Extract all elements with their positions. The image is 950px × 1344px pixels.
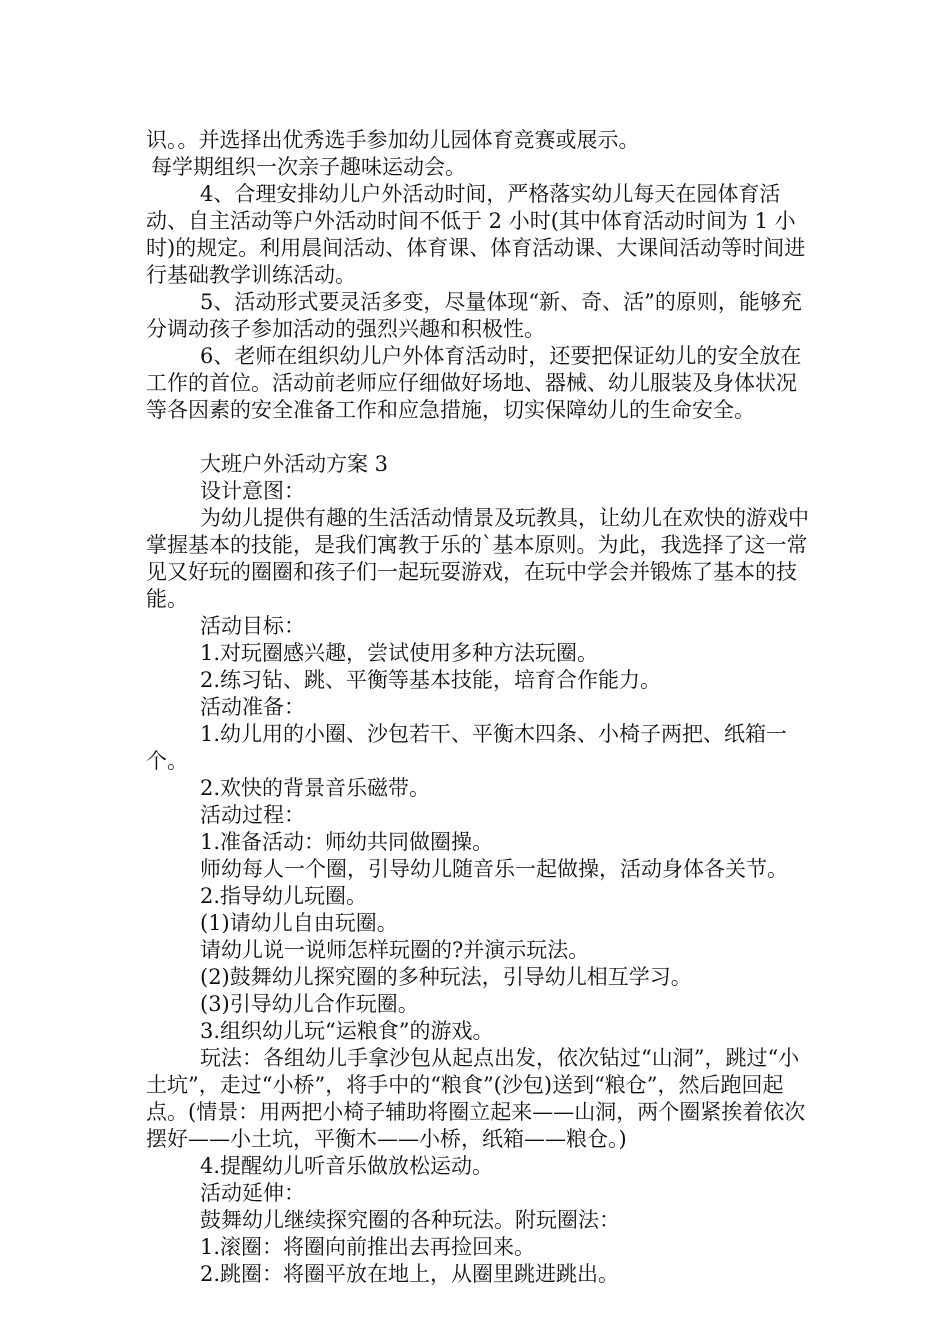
hoop-method-2: 2.跳圈：将圈平放在地上，从圈里跳进跳出。 [200, 1262, 620, 1286]
paragraph-item-5: 5、活动形式要灵活多变，尽量体现“新、奇、活”的原则，能够充分调动孩子参加活动的强烈兴趣和积极性。 [146, 290, 802, 341]
heading-preparation: 活动准备： [200, 695, 305, 719]
process-step-2-sub-1: (1)请幼儿自由玩圈。 [200, 911, 398, 935]
hoop-method-1: 1.滚圈：将圈向前推出去再捡回来。 [200, 1235, 536, 1259]
process-step-1-detail: 师幼每人一个圈，引导幼儿随音乐一起做操，活动身体各关节。 [200, 857, 788, 881]
paragraph-continuation: 识。。并选择出优秀选手参加幼儿园体育竞赛或展示。 [146, 128, 640, 152]
goal-item-1: 1.对玩圈感兴趣，尝试使用多种方法玩圈。 [200, 641, 599, 665]
process-step-2-sub-1-detail: 请幼儿说一说师怎样玩圈的?并演示玩法。 [200, 938, 590, 962]
paragraph-design-intent: 为幼儿提供有趣的生活活动情景及玩教具，让幼儿在欢快的游戏中掌握基本的技能，是我们寓教于乐的`基本原则。为此，我选择了这一常见又好玩的圈圈和孩子们一起玩耍游戏，在玩中学会并锻炼了基本的技能。 [146, 506, 809, 611]
process-step-4: 4.提醒幼儿听音乐做放松运动。 [200, 1154, 494, 1178]
process-step-2-sub-3: (3)引导幼儿合作玩圈。 [200, 992, 419, 1016]
paragraph-item-6: 6、老师在组织幼儿户外体育活动时，还要把保证幼儿的安全放在工作的首位。活动前老师应仔细做好场地、器械、幼儿服装及身体状况等各因素的安全准备工作和应急措施，切实保障幼儿的生命安全。 [146, 344, 802, 422]
process-step-3-rules: 玩法：各组幼儿手拿沙包从起点出发，依次钻过“山洞”，跳过“小土坑”，走过“小桥”，将手中的“粮食”(沙包)送到“粮仓”，然后跑回起点。(情景：用两把小椅子辅助将圈立起来——山洞，两个圈紧挨着依次摆好——小土坑，平衡木——小桥，纸箱——粮仓。) [146, 1046, 806, 1151]
goal-item-2: 2.练习钻、跳、平衡等基本技能，培育合作能力。 [200, 668, 662, 692]
process-step-1: 1.准备活动：师幼共同做圈操。 [200, 830, 494, 854]
preparation-item-1: 1.幼儿用的小圈、沙包若干、平衡木四条、小椅子两把、纸箱一个。 [146, 722, 788, 773]
paragraph-parent-child-event: 每学期组织一次亲子趣味运动会。 [151, 155, 466, 179]
process-step-2: 2.指导幼儿玩圈。 [200, 884, 368, 908]
process-step-3: 3.组织幼儿玩“运粮食”的游戏。 [200, 1019, 494, 1043]
paragraph-item-4: 4、合理安排幼儿户外活动时间，严格落实幼儿每天在园体育活动、自主活动等户外活动时间不低于 2 小时(其中体育活动时间为 1 小时)的规定。利用晨间活动、体育课、体育活动课、大课间活动等时间进行基础教学训练活动。 [146, 182, 806, 287]
process-step-2-sub-2: (2)鼓舞幼儿探究圈的多种玩法，引导幼儿相互学习。 [200, 965, 692, 989]
heading-extension: 活动延伸： [200, 1181, 305, 1205]
preparation-item-2: 2.欢快的背景音乐磁带。 [200, 776, 431, 800]
heading-design-intent: 设计意图： [200, 479, 305, 503]
heading-process: 活动过程： [200, 803, 305, 827]
section-title: 大班户外活动方案 3 [200, 452, 389, 476]
heading-goals: 活动目标： [200, 614, 305, 638]
extension-text: 鼓舞幼儿继续探究圈的各种玩法。附玩圈法： [200, 1208, 620, 1232]
